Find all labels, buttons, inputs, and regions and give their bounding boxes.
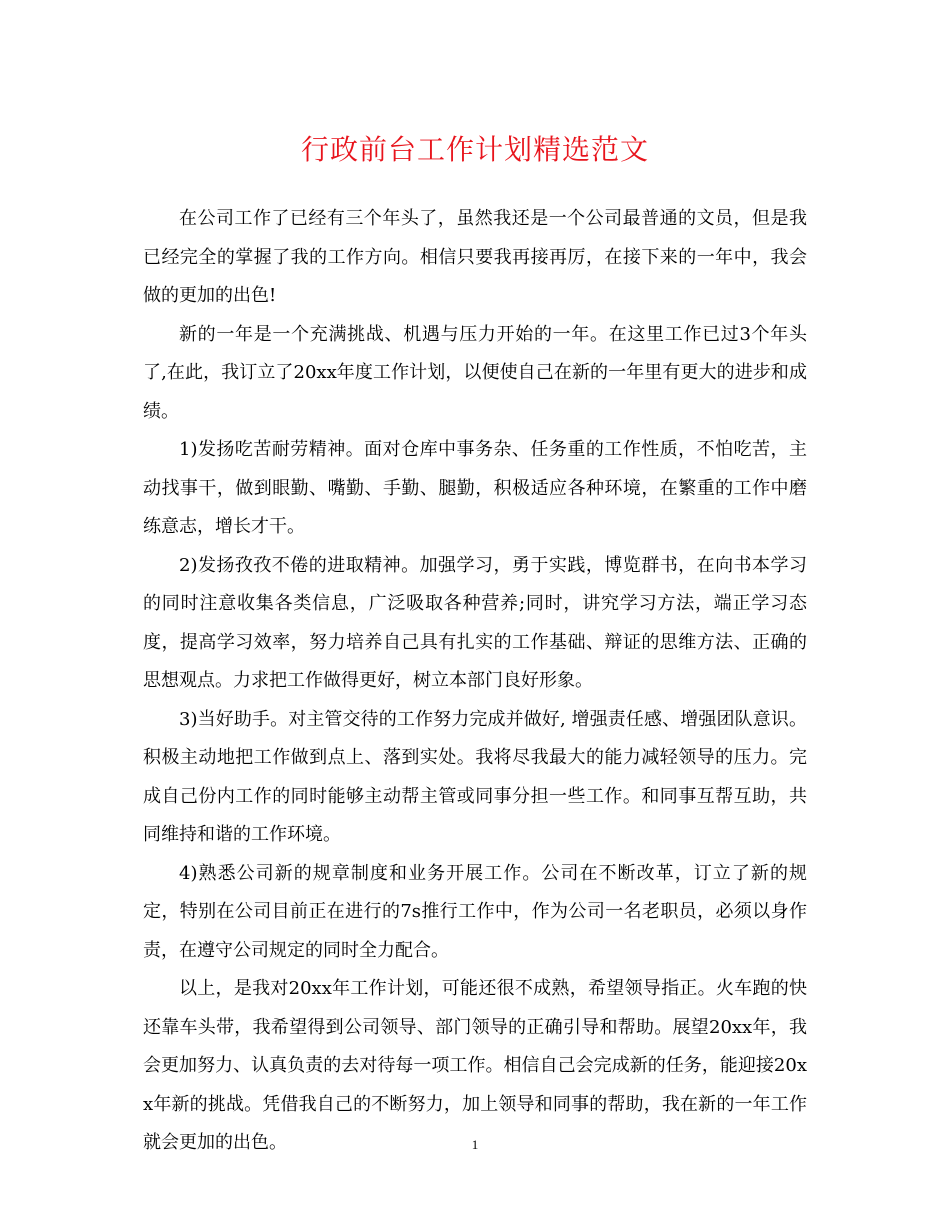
- paragraph-point-3: 3)当好助手。对主管交待的工作努力完成并做好, 增强责任感、增强团队意识。积极主动地把工作做到点上、落到实处。我将尽我最大的能力减轻领导的压力。完成自己份内工作的同时能够主动帮主管或同事分担一些工作。和同事互帮互助，共同维持和谐的工作环境。: [143, 708, 807, 845]
- paragraph-conclusion: 以上，是我对20xx年工作计划，可能还很不成熟，希望领导指正。火车跑的快还靠车头带，我希望得到公司领导、部门领导的正确引导和帮助。展望20xx年，我会更加努力、认真负责的去对待每一项工作。相信自己会完成新的任务，能迎接20xx年新的挑战。凭借我自己的不断努力，加上领导和同事的帮助，我在新的一年工作就会更加的出色。: [143, 978, 807, 1153]
- paragraph-new-year: 新的一年是一个充满挑战、机遇与压力开始的一年。在这里工作已过3个年头了,在此，我订立了20xx年度工作计划，以便使自己在新的一年里有更大的进步和成绩。: [143, 323, 807, 422]
- paragraph-point-2: 2)发扬孜孜不倦的进取精神。加强学习，勇于实践，博览群书，在向书本学习的同时注意收集各类信息，广泛吸取各种营养;同时，讲究学习方法，端正学习态度，提高学习效率，努力培养自己具有扎实的工作基础、辩证的思维方法、正确的思想观点。力求把工作做得更好，树立本部门良好形象。: [143, 554, 807, 691]
- page-number: 1: [471, 1137, 479, 1152]
- paragraph-intro: 在公司工作了已经有三个年头了，虽然我还是一个公司最普通的文员，但是我已经完全的掌握了我的工作方向。相信只要我再接再厉，在接下来的一年中，我会做的更加的出色!: [143, 208, 807, 306]
- document-title: 行政前台工作计划精选范文: [300, 133, 649, 166]
- paragraph-point-4: 4)熟悉公司新的规章制度和业务开展工作。公司在不断改革，订立了新的规定，特别在公司目前正在进行的7s推行工作中，作为公司一名老职员，必须以身作责，在遵守公司规定的同时全力配合。: [143, 862, 807, 961]
- paragraph-point-1: 1)发扬吃苦耐劳精神。面对仓库中事务杂、任务重的工作性质，不怕吃苦，主动找事干，做到眼勤、嘴勤、手勤、腿勤，积极适应各种环境，在繁重的工作中磨练意志，增长才干。: [143, 439, 807, 537]
- document-body: [143, 200, 807, 1163]
